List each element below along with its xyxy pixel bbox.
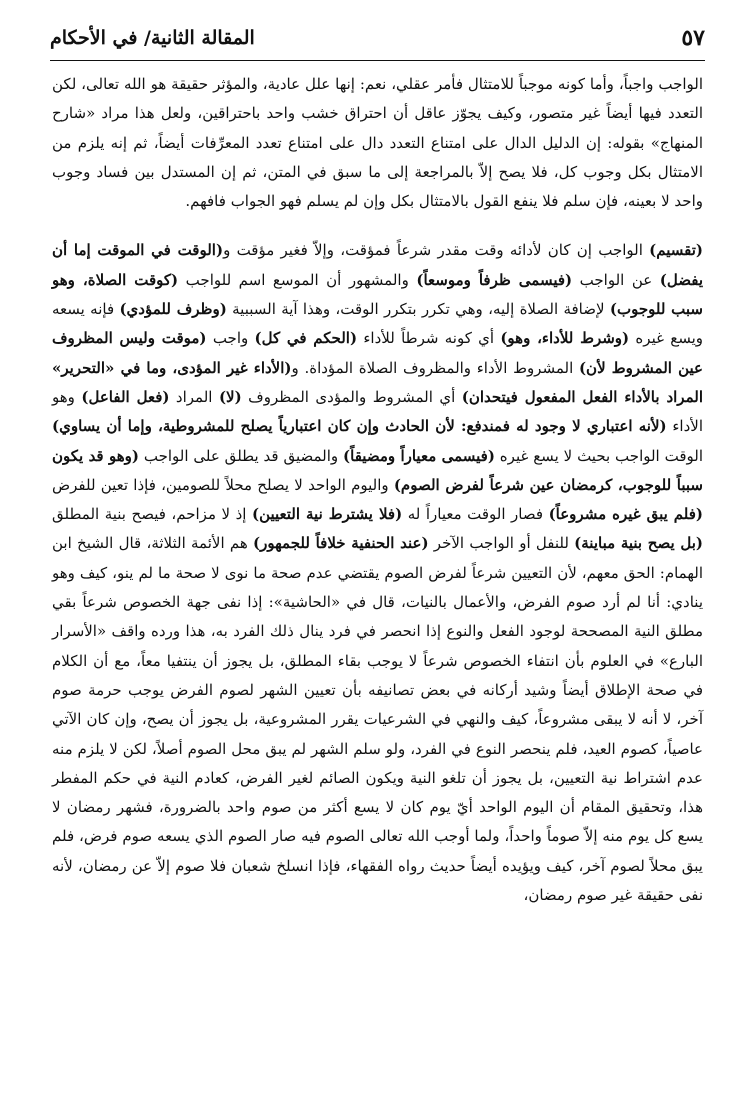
running-head: المقالة الثانية/ في الأحكام [50, 27, 255, 49]
commentary-text-run: الوقت الواجب بحيث لا يسع غيره [494, 446, 703, 465]
commentary-text-run: فإنه يسعه ويسع غيره [52, 300, 704, 348]
commentary-text-run: المشروط الأداء والمظروف الصلاة المؤداة. و [291, 358, 579, 377]
matn-text-run: (فعل الفاعل) [81, 387, 170, 406]
commentary-text-run: واجب [206, 329, 255, 348]
commentary-text-run: والمشهور أن الموسع اسم للواجب [178, 270, 417, 289]
commentary-text-run: أي المشروط والمؤدى المظروف [241, 387, 462, 406]
matn-text-run: (فلا يشترط نية التعيين) [251, 505, 403, 524]
matn-text-run: (وظرف للمؤدي) [119, 300, 227, 319]
matn-text-run: (الأداء غير المؤدى، وما في «التحرير» المراد بالأداء الفعل المفعول فيتحدان) [52, 358, 703, 406]
commentary-text-run: واليوم الواحد لا يصلح محلاً للصومين، فإذا تعين للفرض [52, 475, 394, 494]
matn-text-run: (تقسيم) [649, 241, 703, 260]
matn-text-run: (لا) [218, 387, 242, 406]
body-text [52, 70, 703, 910]
commentary-text-run: والمضيق قد يطلق على الواجب [138, 446, 344, 465]
matn-text-run: (لأنه اعتباري لا وجود له فمندفع: لأن الحادث وإن كان اعتبارياً يصلح للمشروطية، وإما أن يساوي) [52, 417, 667, 436]
paragraph-2 [52, 236, 703, 910]
commentary-text-run: الواجب إن كان لأدائه وقت مقدر شرعاً فمؤقت، وإلاّ فغير مؤقت و [223, 241, 650, 260]
commentary-text-run: إذ لا مزاحم، فيصح بنية المطلق [52, 505, 252, 524]
commentary-text-run: لإضافة الصلاة إليه، وهي تكرر بتكرر الوقت، وهذا آية السببية [226, 300, 610, 319]
commentary-text-run: فصار الوقت معياراً له [402, 505, 549, 524]
page-header [50, 18, 705, 58]
matn-text-run: (وهو قد يكون سبباً للوجوب، كرمضان عين شرعاً لفرض الصوم) [52, 446, 703, 494]
matn-text-run: (فيسمى معياراً ومضيقاً) [343, 446, 495, 465]
matn-text-run: (فيسمى ظرفاً وموسعاً) [416, 270, 573, 289]
paragraph-1: الواجب واجباً، وأما كونه موجباً للامتثال فأمر عقلي، نعم: إنها علل عادية، والمؤثر حقيقة هو الله تعالى، لكن التعدد فيها أيضاً غير متصور، وكيف يجوّز عاقل أن احتراق خشب واحد باحتراقين، ولعل هذا مراد «شارح المنهاج» بقوله: إن الدليل الدال على امتناع التعدد دال على امتناع تعدد المعرِّفات أيضاً، ثم إنه يلزم من الامتثال بكل وجوب كل، فلا يصح إلاّ بالمراجعة إلى ما سبق في المتن، ثم إن المستدل بين فساد وجوب واحد لا بعينه، فإن سلم فلا ينفع القول بالامتثال بكل وإن لم يسلم فهو الجواب فافهم. [52, 75, 703, 211]
matn-text-run: (الحكم في كل) [254, 329, 358, 348]
commentary-text-run: عن الواجب [572, 270, 660, 289]
commentary-text-run: المراد [169, 387, 219, 406]
commentary-text-run: أي كونه شرطاً للأداء [357, 329, 501, 348]
matn-text-run: (فلم يبق غيره مشروعاً) [548, 505, 703, 524]
matn-text-run: (بل يصح بنية مباينة) [574, 534, 704, 553]
commentary-text-run: للنفل أو الواجب الآخر [428, 534, 575, 553]
matn-text-run: (عند الحنفية خلافاً للجمهور) [253, 534, 429, 553]
header-rule [50, 60, 705, 61]
matn-text-run: (الوقت في الموقت إما أن يفضل) [52, 241, 703, 289]
commentary-text-run: هم الأئمة الثلاثة، قال الشيخ ابن الهمام: الحق معهم، لأن التعيين شرعاً لفرض الصوم يقتضي عدم صحة ما نوى لا صحة ما لم ينو، كيف وهو ينادي: أنا لم أرد صوم الفرض، والأعمال بالنيات، قال في «الحاشية»: إذا نفى جهة الخصوص شرعاً بقي مطلق النية المصححة لوجود الفعل والنوع إذا انحصر في فرد ينال ذلك الفرد به، هذا ورده واقف «الأسرار البارع» في العلوم بأن انتفاء الخصوص شرعاً لا يوجب بقاء المطلق، بل يجوز أن ينتفيا معاً، مع أن الكلام في صحة الإطلاق أيضاً وشيد أركانه في بعض تصانيفه بأن تعيين الشهر لصوم الفرض يوجب حرمة صوم آخر، لا أنه لا يبقى مشروعاً، كيف والنهي في الشرعيات يقرر المشروعية، بل يجوز أن يصح، وإن كان الآتي عاصياً، كصوم العيد، فلم ينحصر النوع في الفرد، ولو سلم الشهر لم يبق محل الصوم أصلاً، لكن لا يلزم منه عدم اشتراط نية التعيين، بل يجوز أن تلغو النية ويكون الصائم لغير الفرض، كعادم النية في حكم المفطر هذا، وتحقيق المقام أن اليوم الواحد أيّ يوم كان لا يسع أكثر من صوم واحد بالضرورة، فشهر رمضان لا يسع كل يوم منه إلاّ صوماً واحداً، ولما أوجب الله تعالى الصوم فيه صار الصوم الذي يسعه صوم فرض، فلم يبق محلاً لصوم آخر، كيف ويؤيده أيضاً حديث رواه الفقهاء، فإذا انسلخ شعبان فلا صوم إلاّ عن رمضان، لأنه نفى حقيقة غير صوم رمضان، [52, 534, 703, 905]
matn-text-run: (كوقت الصلاة، وهو سبب للوجوب) [52, 270, 703, 319]
matn-text-run: (وشرط للأداء، وهو) [500, 329, 630, 348]
commentary-text-run: وهو الأداء [52, 387, 703, 436]
page-number: ٥٧ [681, 25, 705, 51]
matn-text-run: (موقت وليس المظروف عين المشروط لأن) [52, 329, 704, 377]
